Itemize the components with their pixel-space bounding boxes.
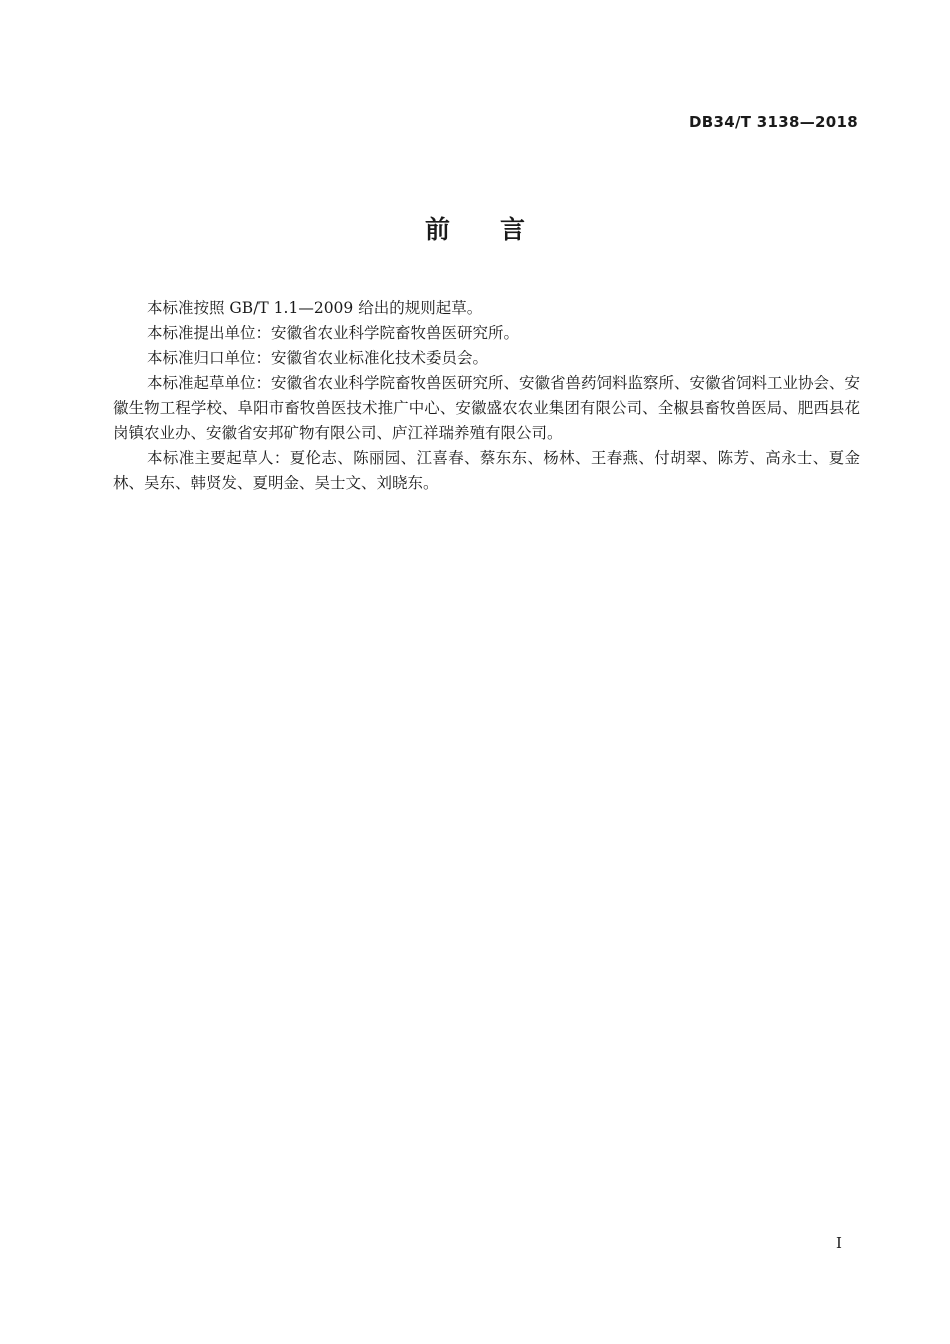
page-number: I <box>836 1234 842 1252</box>
paragraph-proposing-unit: 本标准提出单位：安徽省农业科学院畜牧兽医研究所。 <box>147 324 520 342</box>
document-code: DB34/T 3138—2018 <box>689 113 858 131</box>
page-title: 前言 <box>424 215 575 244</box>
paragraph-drafting-units: 本标准起草单位：安徽省农业科学院畜牧兽医研究所、安徽省兽药饲料监察所、安徽省饲料工业协会、安徽生物工程学校、阜阳市畜牧兽医技术推广中心、安徽盛农农业集团有限公司、全椒县畜牧兽医局、肥西县花岗镇农业办、安徽省安邦矿物有限公司、庐江祥瑞养殖有限公司。 <box>113 374 861 442</box>
paragraph-drafting-rules: 本标准按照 GB/T 1.1—2009 给出的规则起草。 <box>147 299 483 317</box>
paragraph-main-drafters: 本标准主要起草人：夏伦志、陈丽园、江喜春、蔡东东、杨林、王春燕、付胡翠、陈芳、高永士、夏金林、吴东、韩贤发、夏明金、吴士文、刘晓东。 <box>113 449 860 492</box>
paragraph-centralized-unit: 本标准归口单位：安徽省农业标准化技术委员会。 <box>147 349 489 367</box>
foreword-body <box>113 296 860 496</box>
